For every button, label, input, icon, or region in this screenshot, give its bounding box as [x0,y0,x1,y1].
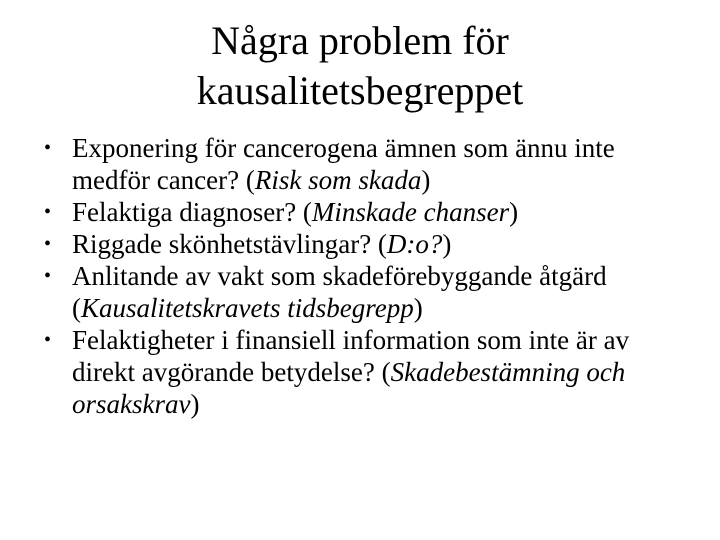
bullet-text-main: Anlitande av vakt som skadeförebyggande åtgärd ( [72,261,607,323]
bullet-text-italic: Skadebestämning och orsakskrav [72,357,626,419]
bullet-text-close: ) [442,229,452,259]
bullet-item [40,196,680,228]
bullet-marker: • [44,233,52,255]
bullet-item [40,228,680,260]
bullet-text [72,197,518,227]
bullet-text-main: Felaktiga diagnoser? ( [72,197,312,227]
bullet-text-italic: D:o? [386,229,443,259]
bullet-marker: • [44,265,52,287]
bullet-list [40,132,680,420]
bullet-text-italic: Minskade chanser [311,197,510,227]
bullet-text-italic: Risk som skada [254,165,422,195]
bullet-marker: • [44,137,52,159]
bullet-text-main: Exponering för cancerogena ämnen som ännu inte medför cancer? ( [72,133,615,195]
bullet-marker: • [44,329,52,351]
title-line-1: Några problem för [211,18,509,63]
bullet-text [72,261,607,323]
title-line-2: kausalitetsbegreppet [196,68,524,113]
bullet-text-close: ) [421,165,431,195]
bullet-text [72,229,451,259]
bullet-text-main: Felaktigheter i finansiell information som inte är av direkt avgörande betydelse? ( [72,325,630,387]
bullet-text-main: Riggade skönhetstävlingar? ( [72,229,387,259]
bullet-item [40,132,680,196]
bullet-text-italic: Kausalitetskravets tidsbegrepp [81,293,414,323]
bullet-text [72,325,629,419]
bullet-text [72,133,615,195]
slide-title [0,16,720,116]
bullet-text-close: ) [413,293,423,323]
bullet-item [40,324,680,420]
bullet-item [40,260,680,324]
bullet-text-close: ) [509,197,519,227]
bullet-marker: • [44,201,52,223]
bullet-text-close: ) [190,389,200,419]
